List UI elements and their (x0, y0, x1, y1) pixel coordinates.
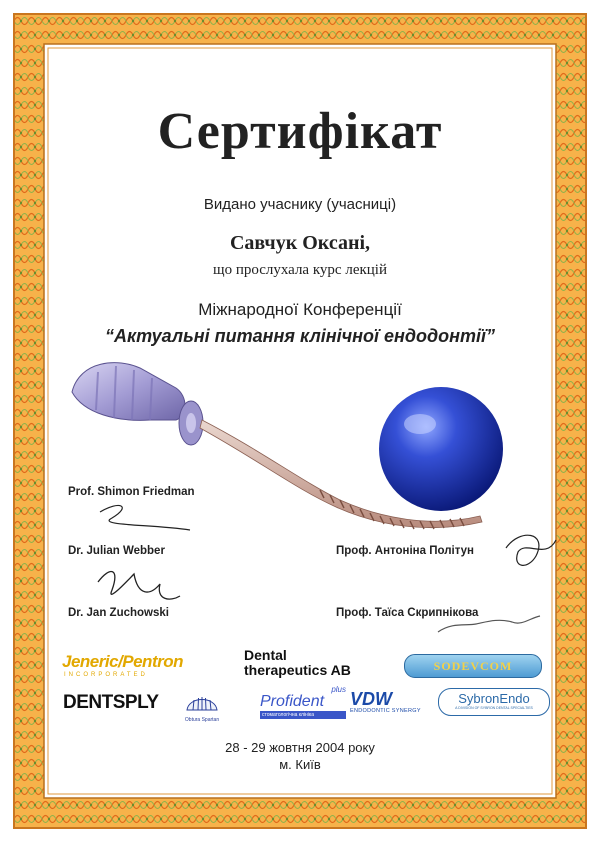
dental-therapeutics-logo (244, 648, 384, 678)
signature-politun (506, 535, 556, 565)
file-handle (72, 363, 185, 421)
sybronendo-logo (438, 688, 550, 716)
recipient-name: Савчук Оксані, (229, 232, 371, 254)
sybronendo-text: SybronEndo (458, 691, 530, 706)
vdw-text: VDW (350, 689, 392, 709)
signature-zuchowski (98, 572, 180, 600)
obtura-spartan-text: Obtura Spartan (184, 717, 220, 723)
vdw-logo (350, 690, 430, 714)
signatory-politun: Проф. Антоніна Політун (336, 545, 474, 557)
event-city: м. Київ (279, 757, 321, 772)
certificate-title: Сертифікат (157, 103, 443, 160)
jeneric-pentron-subtext: INCORPORATED (64, 672, 148, 678)
event-date: 28 - 29 жовтня 2004 року (225, 740, 375, 755)
signatory-skrypnikova: Проф. Таїса Скрипнікова (336, 607, 479, 619)
signatory-friedman: Prof. Shimon Friedman (68, 486, 195, 498)
profident-subtext: стоматологічна клініка (260, 711, 346, 719)
signature-friedman (100, 505, 190, 530)
dentsply-logo (63, 692, 159, 714)
vdw-subtext: ENDODONTIC SYNERGY (350, 708, 421, 714)
blue-sphere (379, 387, 503, 511)
obtura-spartan-logo (184, 690, 220, 723)
signatory-zuchowski: Dr. Jan Zuchowski (68, 607, 169, 619)
conference-label: Міжнародної Конференції (198, 300, 402, 319)
profident-text: Profident (260, 693, 325, 710)
signatory-webber: Dr. Julian Webber (68, 545, 165, 557)
conference-name: “Актуальні питання клінічної ендодонтії” (104, 326, 496, 346)
jeneric-pentron-text: Jeneric/Pentron (62, 652, 183, 671)
course-text: що прослухала курс лекцій (213, 262, 387, 278)
sodevcom-logo (404, 654, 542, 678)
spartan-emblem-icon (185, 690, 219, 712)
dental-therapeutics-line2: therapeutics AB (244, 662, 351, 678)
sybronendo-subtext: A DIVISION OF SYBRON DENTAL SPECIALTIES (455, 706, 533, 710)
jeneric-pentron-logo (62, 652, 202, 678)
profident-logo (260, 686, 346, 719)
dentsply-text: DENTSPLY (63, 692, 159, 713)
profident-plus-text: plus (331, 685, 346, 694)
issued-to-text: Видано учаснику (учасниці) (203, 196, 397, 213)
dental-therapeutics-line1: Dental (244, 647, 287, 663)
sodevcom-text: SODEVCOM (433, 659, 513, 673)
